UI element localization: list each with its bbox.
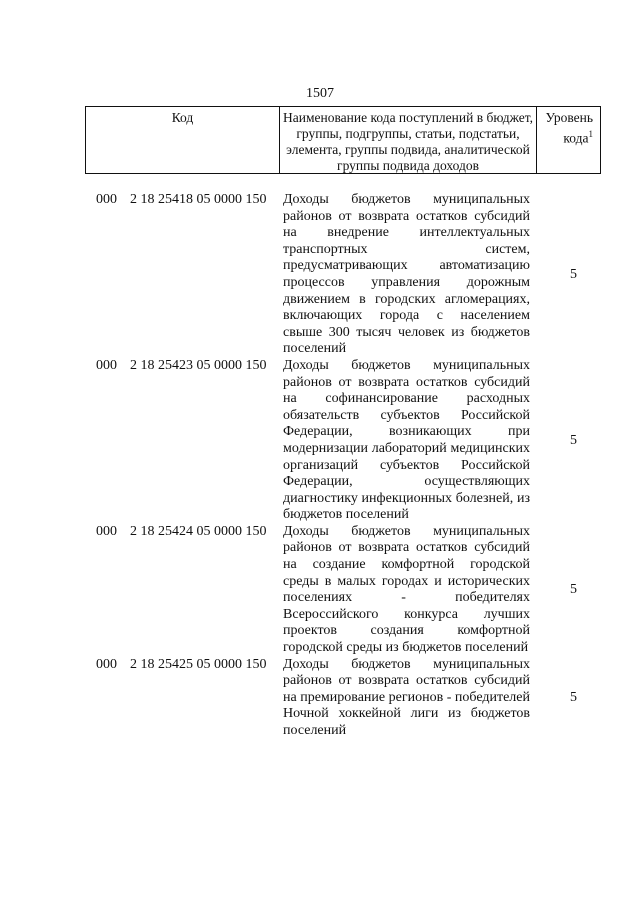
- table-body: [96, 192, 601, 740]
- table-row: [96, 192, 601, 358]
- row-admin-code: 000: [96, 192, 117, 207]
- table-header: [85, 106, 601, 174]
- row-level: 5: [570, 689, 577, 705]
- table-row: [96, 657, 601, 740]
- page-number: 1507: [306, 86, 334, 101]
- row-admin-code: 000: [96, 656, 117, 672]
- header-level-label: Уровень кода: [545, 110, 593, 146]
- row-income-name: Доходы бюджетов муниципальных районов от возврата остатков субсидий на создание комфортной городской среды в малых городах и исторических поселениях - победителях Всероссийского конкурса лучших проектов создания комфортной городской среды из бюджетов поселений: [283, 523, 530, 656]
- row-income-code: 2 18 25424 05 0000 150: [130, 523, 267, 539]
- table-row: [96, 358, 601, 524]
- row-income-code: 2 18 25425 05 0000 150: [130, 656, 267, 672]
- row-admin-code: 000: [96, 357, 117, 373]
- row-income-name: Доходы бюджетов муниципальных районов от возврата остатков субсидий на премирование регионов - победителей Ночной хоккейной лиги из бюджетов поселений: [283, 656, 530, 738]
- row-level: 5: [570, 266, 577, 282]
- row-level: 5: [570, 581, 577, 597]
- row-admin-code: 000: [96, 523, 117, 539]
- header-level: [537, 107, 600, 173]
- row-income-code: 2 18 25418 05 0000 150: [130, 192, 267, 207]
- header-code: Код: [86, 107, 280, 173]
- row-income-name: Доходы бюджетов муниципальных районов от возврата остатков субсидий на внедрение интеллектуальных транспортных систем, предусматривающих автоматизацию процессов управления дорожным движением в городских агломерациях, включающих города с населением свыше 300 тысяч человек из бюджетов поселений: [283, 192, 530, 357]
- table-row: [96, 524, 601, 657]
- header-level-footnote: 1: [588, 129, 593, 139]
- row-income-name: Доходы бюджетов муниципальных районов от возврата остатков субсидий на софинансирование расходных обязательств субъектов Российской Федерации, возникающих при модернизации лабораторий медицинских организаций субъектов Российской Федерации, осуществляющих диагностику инфекционных болезней, из бюджетов поселений: [283, 357, 530, 523]
- row-income-code: 2 18 25423 05 0000 150: [130, 357, 267, 373]
- row-level: 5: [570, 432, 577, 448]
- header-name: Наименование кода поступлений в бюджет, группы, подгруппы, статьи, подстатьи, элемента, группы подвида, аналитической группы подвида доходов: [280, 107, 537, 173]
